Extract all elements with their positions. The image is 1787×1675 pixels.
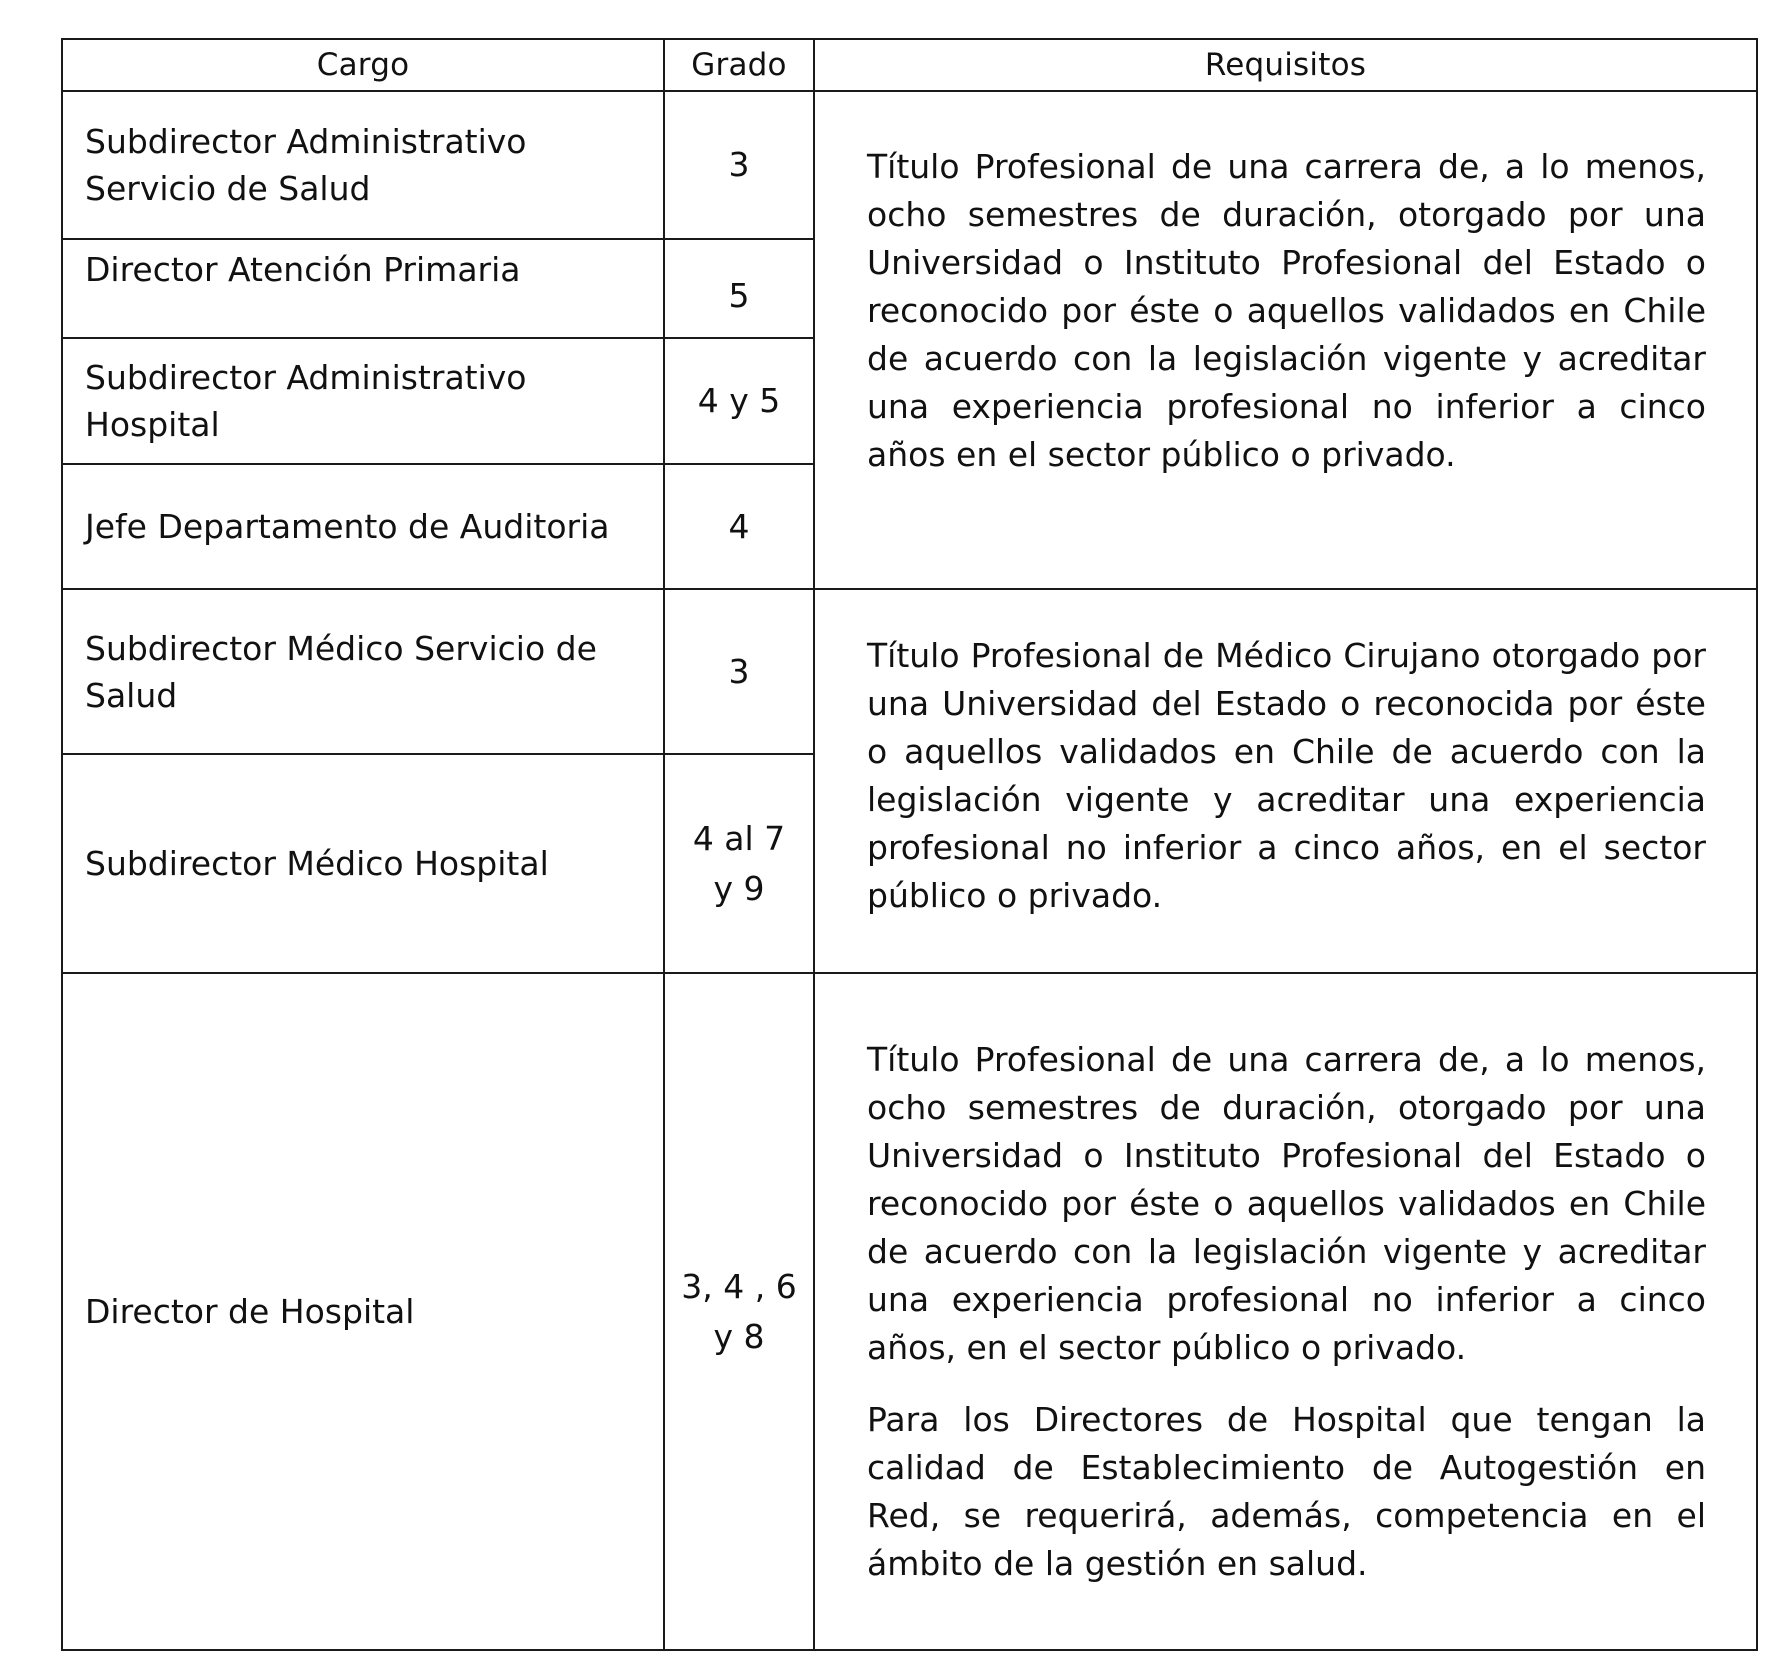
grado-value: 3 [728,651,750,691]
cargo-cell: Subdirector Administrativo Hospital [62,338,664,464]
requisitos-paragraph: Título Profesional de Médico Cirujano otorgado por una Universidad del Estado o reconocida por éste o aquellos validados en Chile de acuerdo con la legislación vigente y acreditar una experiencia profesional no inferior a cinco años, en el sector público o privado. [867,636,1706,915]
grado-value: 4 y 5 [697,381,781,420]
grado-cell [664,973,814,1650]
table-header [62,39,1757,91]
requisitos-paragraph: Para los Directores de Hospital que tengan la calidad de Establecimiento de Autogestión en Red, se requerirá, además, competencia en el ámbito de la gestión en salud. [867,1399,1706,1583]
cargo-cell: Subdirector Médico Servicio de Salud [62,589,664,754]
table-body [62,91,1757,1650]
table-row [62,589,1757,754]
requisitos-table [61,38,1758,1651]
grado-value: 4 [728,506,750,546]
requisitos-paragraph: Título Profesional de una carrera de, a lo menos, ocho semestres de duración, otorgado por una Universidad o Instituto Profesional del Estado o reconocido por éste o aquellos validados en Chile de acuerdo con la legislación vigente y acreditar una experiencia profesional no inferior a cinco años en el sector público o privado. [867,147,1706,474]
grado-value: 3 [728,145,750,184]
grado-cell [664,91,814,239]
header-grado: Grado [664,39,814,91]
grado-cell [664,754,814,973]
table-row [62,973,1757,1650]
cargo-cell: Director Atención Primaria [62,239,664,338]
grado-value: y 8 [713,1316,765,1356]
grado-value: 3, 4 , 6 [681,1266,797,1306]
grado-cell [664,589,814,754]
requisitos-cell [814,973,1757,1650]
grado-value: 5 [728,275,750,315]
header-cargo: Cargo [62,39,664,91]
requisitos-paragraph: Título Profesional de una carrera de, a lo menos, ocho semestres de duración, otorgado por una Universidad o Instituto Profesional del Estado o reconocido por éste o aquellos validados en Chile de acuerdo con la legislación vigente y acreditar una experiencia profesional no inferior a cinco años, en el sector público o privado. [867,1039,1706,1367]
grado-value: y 9 [713,868,765,908]
header-requisitos: Requisitos [814,39,1757,91]
grado-cell [664,464,814,589]
cargo-cell: Subdirector Médico Hospital [62,754,664,973]
requisitos-cell [814,589,1757,973]
header-row [62,39,1757,91]
requisitos-cell [814,91,1757,589]
table-row [62,91,1757,239]
grado-cell [664,338,814,464]
grado-cell [664,239,814,338]
cargo-cell: Director de Hospital [62,973,664,1650]
cargo-cell: Subdirector Administrativo Servicio de Salud [62,91,664,239]
cargo-cell: Jefe Departamento de Auditoria [62,464,664,589]
grado-value: 4 al 7 [692,818,786,858]
